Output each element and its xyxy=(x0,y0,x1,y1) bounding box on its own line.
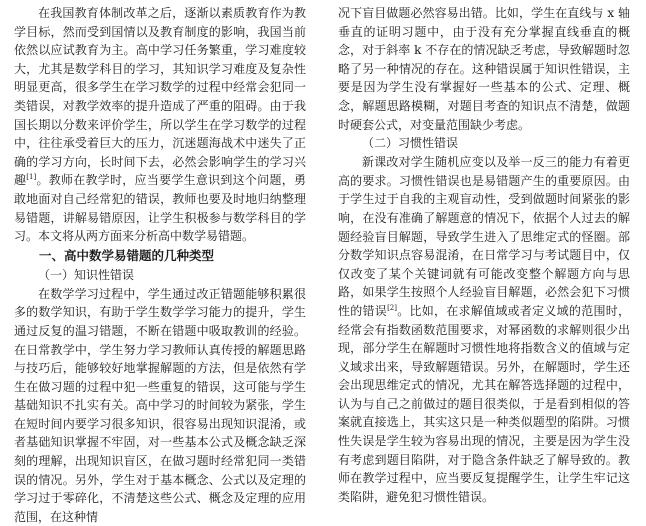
right-column xyxy=(338,4,630,506)
intro-paragraph xyxy=(14,4,306,246)
left-column xyxy=(14,4,306,526)
habit-errors-text: 新课改对学生随机应变以及举一反三的能力有着更高的要求。习惯性错误也是易错题产生的重要原因。由于学生过于自我的主观盲动性，受到做题时间紧张的影响，在没有准确了解题意的情况下，依据个人过去的解题经验盲目解题，导致学生进入了思维定式的怪圈。部分数学知识点容易混淆，在日常学习与考试题目中，仅仅改变了某个关键词就有可能改变整个解题方向与思路，如果学生按照个人经验盲目解题，必然会犯下习惯性的错误 xyxy=(338,155,630,318)
knowledge-errors-paragraph: 在数学学习过程中，学生通过改正错题能够积累很多的数学知识，有助于学生数学学习能力的提升，学生通过反复的温习错题，不断在错题中吸取教训的经验。在日常教学中，学生努力学习教师认真传授的解题思路与技巧后，能够较好地掌握解题的方法，但是依然有学生在做习题的过程中犯一些重复的错误，这可能与学生基础知识不扎实有关。高中学习的时间较为紧张，学生在短时间内要学习很多知识，很容易出现知识混淆，或者基础知识掌握不牢固，对一些基本公式及概念缺乏深刻的理解，出现知识盲区，在做习题时经常犯同一类错误的情况。另外，学生对于基本概念、公式以及定理的学习过于零碎化，不清楚这些公式、概念及定理的应用范围，在这种情 xyxy=(14,286,306,524)
subsection-heading-habit-errors: （二）习惯性错误 xyxy=(362,136,459,151)
subsection-heading-knowledge-errors: （一）知识性错误 xyxy=(38,267,135,282)
habit-errors-text-end: 。比如，在求解值域或者定义域的范围时，经常会有指数函数范围要求，对幂函数的求解则很少出现，部分学生在解题时习惯性地将指数含义的值域与定义域求出来，导致解题错误。另外，在解题时，学生还会出现思维定式的情况，尤其在解答选择题的过程中，认为与自己之前做过的题目很类似，于是看到相似的答案就直接选上，其实这只是一种类似题型的陷阱。习惯性失误是学生较为容易出现的情况，主要是因为学生没有考虑到题目陷阱，对于隐含条件缺乏了解导致的。教师在教学过程中，应当要反复提醒学生，让学生牢记这类陷阱，避免犯习惯性错误。 xyxy=(338,303,630,504)
intro-text-end: 。教师在教学时，应当要学生意识到这个问题，勇敢地面对自己经常犯的错误，教师也要及时地归纳整理易错题，讲解易错原因，让学生积极参与数学科目的学习。本文将从两方面来分析高中数学易错题。 xyxy=(14,173,306,244)
citation-2: [2] xyxy=(387,303,397,312)
citation-1: [1] xyxy=(26,173,37,182)
intro-text: 在我国教育体制改革之后，逐渐以素质教育作为教学目标，然而受到国情以及教育制度的影响，我国当前依然以应试教育为主。高中学习任务繁重，学习难度较大，尤其是数学科目的学习，其知识学习难度及复杂性明显更高，很多学生在学习数学的过程中经常会犯同一类错误，对教学效率的提升造成了严重的阻碍。由于我国长期以分数来评价学生，所以学生在学习数学的过程中，往往承受着巨大的压力，沉迷题海战术中迷失了正确的学习方向，长时间下去，必然会影响学生的学习兴趣 xyxy=(14,6,306,188)
section-heading-types: 一、高中数学易错题的几种类型 xyxy=(39,247,215,263)
knowledge-errors-continued: 况下盲目做题必然容易出错。比如，学生在直线与 x 轴垂直的证明习题中，由于没有充分掌握直线垂直的概念，对于斜率 k 不存在的情况缺乏考虑，导致解题时忽略了另一种情况的存在。这种错误属于知识性错误，主要是因为学生没有掌握好一些基本的公式、定理、概念，解题思路模糊，对题目考查的知识点不清楚，做题时硬套公式，对变量范围缺少考虑。 xyxy=(338,6,630,132)
habit-errors-paragraph xyxy=(338,153,630,506)
